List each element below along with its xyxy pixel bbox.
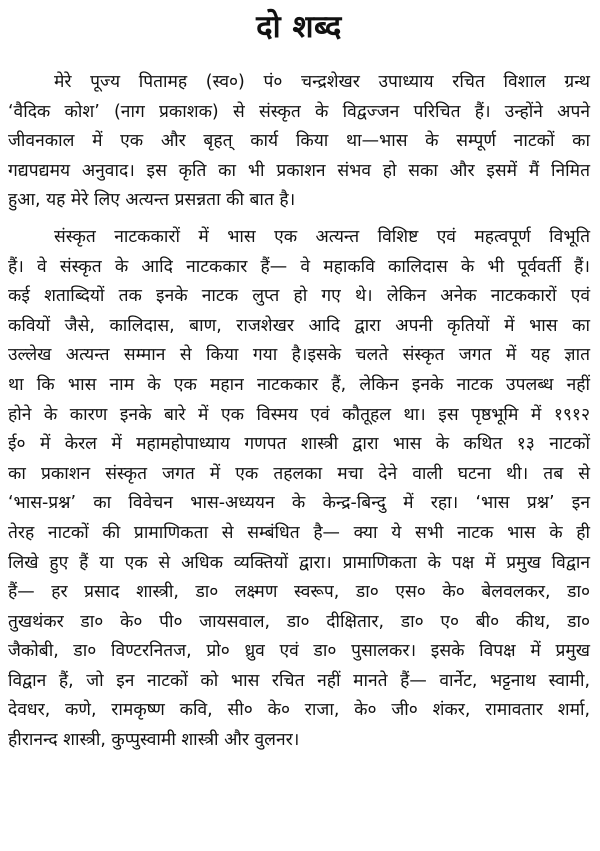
page-title: दो शब्द [256,9,342,45]
paragraph-line: ई० में केरल में महामहोपाध्याय गणपत शास्त्री द्वारा भास के कथित १३ नाटकों [8,434,590,455]
paragraph-line: था कि भास नाम के एक महान नाटककार हैं, लेकिन इनके नाटक उपलब्ध नहीं [8,374,590,395]
paragraph-line: तुखथंकर डा० के० पी० जायसवाल, डा० दीक्षितार, डा० ए० बी० कीथ, डा० [8,611,590,632]
paragraph-line: हुआ, यह मेरे लिए अत्यन्त प्रसन्नता की बात है। [8,190,296,211]
paragraph-line: मेरे पूज्य पितामह (स्व०) पं० चन्द्रशेखर उपाध्याय रचित विशाल ग्रन्थ [54,72,590,92]
paragraph-line: हैं— हर प्रसाद शास्त्री, डा० लक्ष्मण स्वरूप, डा० एस० के० बेलवलकर, डा० [8,582,590,603]
paragraph-1 [8,68,590,216]
paragraph-line: का प्रकाशन संस्कृत जगत में एक तहलका मचा देने वाली घटना थी। तब से [8,463,590,484]
paragraph-line: कई शताब्दियों तक इनके नाटक लुप्त हो गए थे। लेकिन अनेक नाटककारों एवं [8,286,590,307]
paragraph-line: उल्लेख अत्यन्त सम्मान से किया गया है।इसके चलते संस्कृत जगत में यह ज्ञात [8,345,590,366]
paragraph-line: संस्कृत नाटककारों में भास एक अत्यन्त विशिष्ट एवं महत्वपूर्ण विभूति [54,226,590,247]
paragraph-line: जैकोबी, डा० विण्टरनितज, प्रो० ध्रुव एवं डा० पुसालकर। इसके विपक्ष में प्रमुख [8,641,590,662]
paragraph-line: विद्वान हैं, जो इन नाटकों को भास रचित नहीं मानते हैं— वार्नेट, भट्टनाथ स्वामी, [8,670,590,691]
paragraph-line: देवधर, कणे, रामकृष्ण कवि, सी० के० राजा, के० जी० शंकर, रामावतार शर्मा, [8,700,590,721]
paragraph-line: हैं। वे संस्कृत के आदि नाटककार हैं— वे महाकवि कालिदास के भी पूर्ववर्ती हैं। [8,256,590,277]
paragraph-line: जीवनकाल में एक और बृहत् कार्य किया था—भास के सम्पूर्ण नाटकों का [8,131,590,152]
paragraph-line: हीरानन्द शास्त्री, कुप्पुस्वामी शास्त्री और वुलनर। [8,730,300,751]
paragraph-line: ‘भास-प्रश्न’ का विवेचन भास-अध्ययन के केन्द्र-बिन्दु में रहा। ‘भास प्रश्न’ इन [8,493,590,514]
paragraph-line: कवियों जैसे, कालिदास, बाण, राजशेखर आदि द्वारा अपनी कृतियों में भास का [8,315,590,336]
paragraph-line: ‘वैदिक कोश’ (नाग प्रकाशक) से संस्कृत के विद्वज्जन परिचित हैं। उन्होंने अपने [8,101,590,122]
paragraph-line: तेरह नाटकों की प्रामाणिकता से सम्बंधित है— क्या ये सभी नाटक भास के ही [8,522,590,543]
paragraph-line: गद्यपद्यमय अनुवाद। इस कृति का भी प्रकाशन संभव हो सका और इसमें मैं निमित [8,160,590,181]
document-page [0,8,600,851]
paragraph-2 [8,223,590,756]
paragraph-line: लिखे हुए हैं या एक से अधिक व्यक्तियों द्वारा। प्रामाणिकता के पक्ष में प्रमुख विद्वान [8,552,590,573]
paragraph-line: होने के कारण इनके बारे में एक विस्मय एवं कौतूहल था। इस पृष्ठभूमि में १९१२ [8,404,590,425]
